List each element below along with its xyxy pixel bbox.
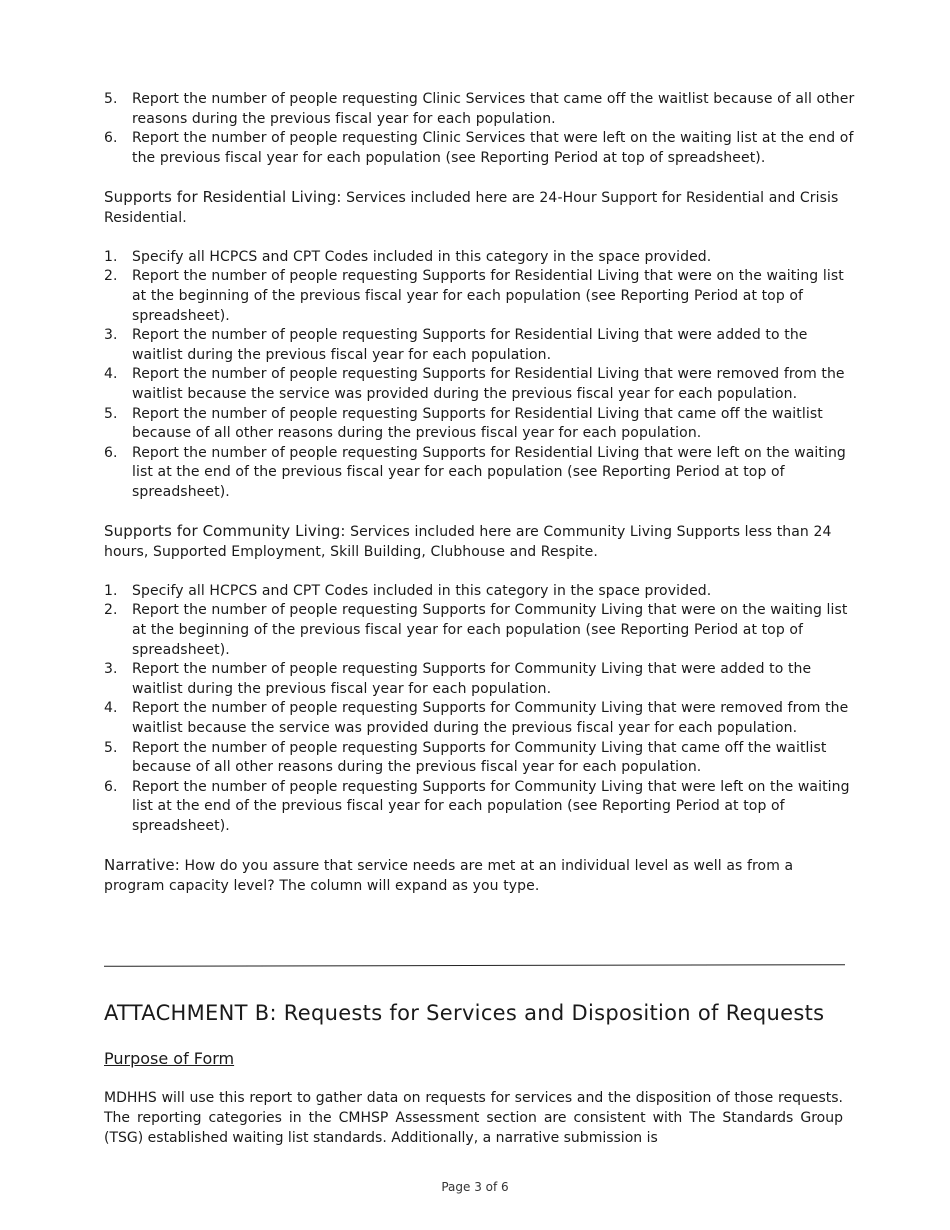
list-item: 5. Report the number of people requesting Supports for Community Living that came off the waitlist because of all other reasons during the previous fiscal year for each population.: [104, 739, 827, 776]
community-heading: Supports for Community Living:: [104, 522, 346, 541]
list-item: 3. Report the number of people requesting Supports for Community Living that were added to the waitlist during the previous fiscal year for each population.: [104, 661, 812, 697]
page-number: Page 3 of 6: [441, 1180, 509, 1194]
list-item: 2. Report the number of people requesting Supports for Residential Living that were on the waiting list at the beginning of the previous fiscal year for each population (see Reporting Period at top of spreadsheet).: [104, 268, 844, 324]
list-item: 6. Report the number of people requesting Supports for Community Living that were left on the waiting list at the end of the previous fiscal year for each population (see Reporting Period at top of spreadsheet).: [104, 778, 850, 834]
list-item: 6. Report the number of people requesting Clinic Services that were left on the waiting list at the end of the previous fiscal year for each population (see Reporting Period at top of spreadsheet).: [104, 130, 854, 166]
residential-list: [104, 248, 856, 503]
clinic-services-list: [104, 90, 856, 168]
list-item: 5. Report the number of people requesting Clinic Services that came off the waitlist because of all other reasons during the previous fiscal year for each population.: [104, 91, 855, 127]
list-item: 4. Report the number of people requesting Supports for Residential Living that were removed from the waitlist because the service was provided during the previous fiscal year for each population.: [104, 366, 845, 402]
residential-intro: Supports for Residential Living: Services included here are 24-Hour Support for Residential and Crisis Residential.: [104, 187, 839, 226]
community-list: [104, 582, 856, 837]
attachment-title: ATTACHMENT B: Requests for Services and Disposition of Requests: [104, 1001, 825, 1025]
list-item: 6. Report the number of people requesting Supports for Residential Living that were left on the waiting list at the end of the previous fiscal year for each population (see Reporting Period at top of spreadsheet).: [104, 444, 846, 500]
narrative-label: Narrative:: [104, 856, 180, 875]
community-intro: Supports for Community Living: Services included here are Community Living Supports less than 24 hours, Supported Employment, Skill Building, Clubhouse and Respite.: [104, 522, 832, 560]
residential-heading: Supports for Residential Living:: [104, 187, 342, 206]
list-item: 4. Report the number of people requesting Supports for Community Living that were removed from the waitlist because the service was provided during the previous fiscal year for each population.: [104, 700, 849, 736]
document-body: [104, 90, 856, 896]
narrative-paragraph: Narrative: How do you assure that service needs are met at an individual level as well as from a program capacity level? The column will expand as you type.: [104, 856, 794, 894]
list-item: 3. Report the number of people requesting Supports for Residential Living that were added to the waitlist during the previous fiscal year for each population.: [104, 327, 808, 363]
list-item: 1. Specify all HCPCS and CPT Codes included in this category in the space provided.: [104, 248, 712, 265]
purpose-subheading: Purpose of Form: [104, 1049, 235, 1068]
purpose-paragraph: MDHHS will use this report to gather data on requests for services and the disposition of those requests. The reporting categories in the CMHSP Assessment section are consistent with The Standards Group (TSG) established waiting list standards. Additionally, a narrative submission is: [104, 1090, 843, 1146]
list-item: 5. Report the number of people requesting Supports for Residential Living that came off the waitlist because of all other reasons during the previous fiscal year for each population.: [104, 405, 823, 442]
list-item: 1. Specify all HCPCS and CPT Codes included in this category in the space provided.: [104, 582, 712, 599]
list-item: 2. Report the number of people requesting Supports for Community Living that were on the waiting list at the beginning of the previous fiscal year for each population (see Reporting Period at top of spreadsheet).: [104, 602, 848, 658]
section-divider: [104, 964, 845, 967]
